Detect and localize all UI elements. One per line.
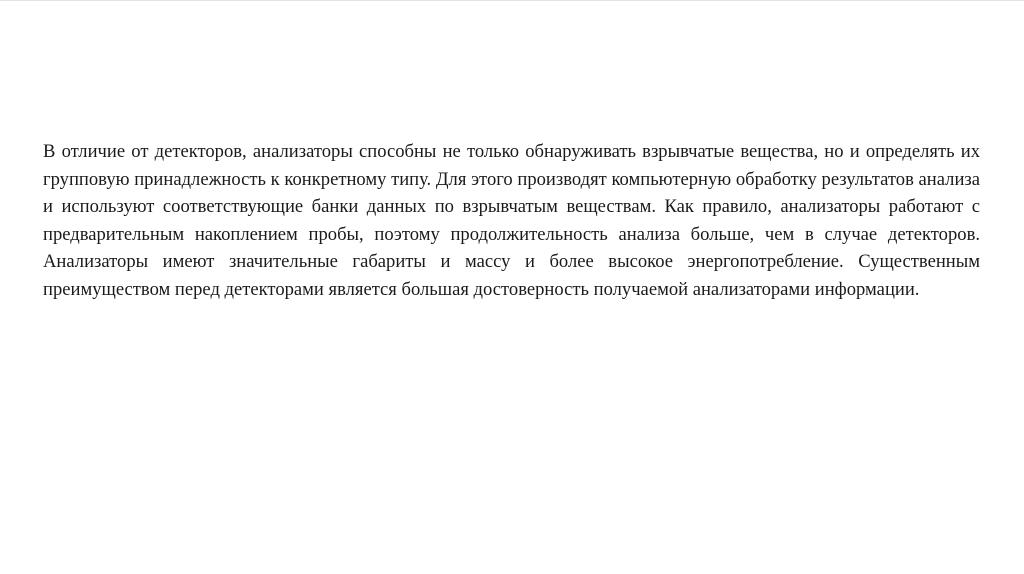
body-paragraph: В отличие от детекторов, анализаторы способны не только обнаруживать взрывчатые вещества, но и определять их групповую принадлежность к конкретному типу. Для этого производят компьютерную обработку результатов анализа и используют соответствующие банки данных по взрывчатым веществам. Как правило, анализаторы работают с предварительным накоплением пробы, поэтому продолжительность анализа больше, чем в случае детекторов. Анализаторы имеют значительные габариты и массу и более высокое энергопотребление. Существенным преимуществом перед детекторами является большая достоверность получаемой анализаторами информации. bbox=[43, 141, 980, 300]
top-divider bbox=[0, 0, 1024, 1]
